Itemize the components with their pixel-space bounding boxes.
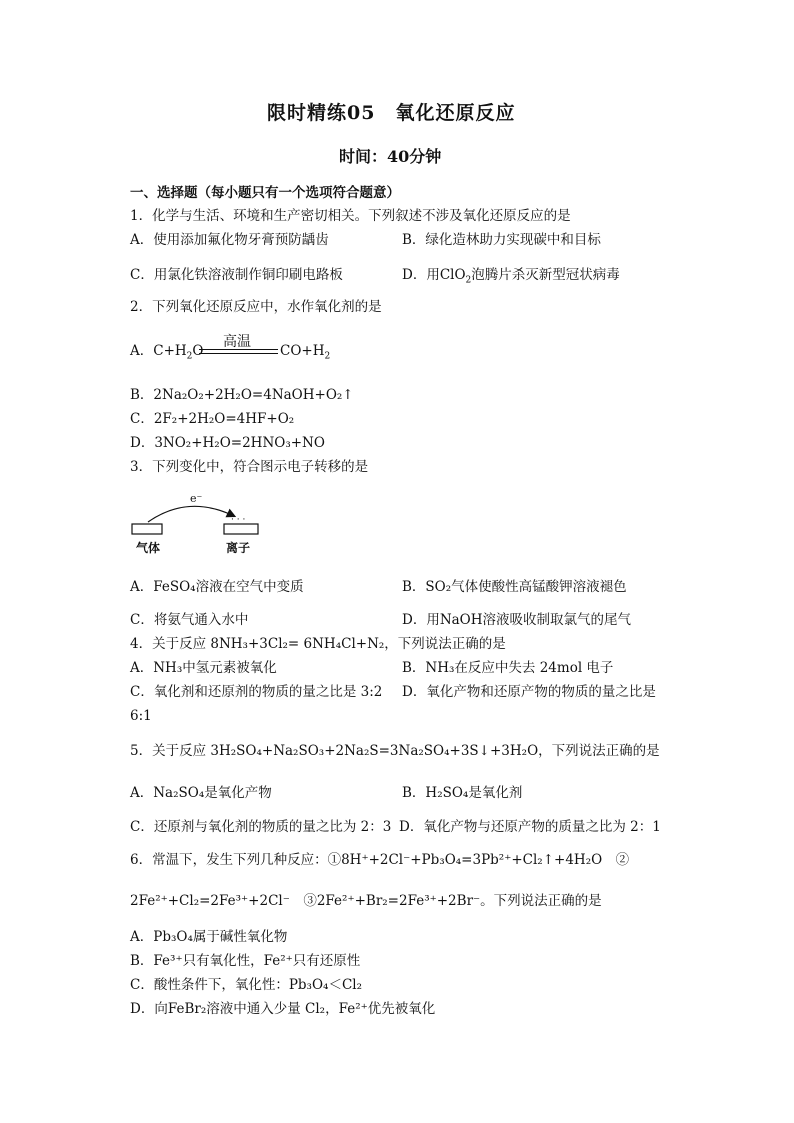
- q2-option-c: C．2F₂+2H₂O=4HF+O₂: [130, 411, 295, 427]
- q5-option-a: A．Na₂SO₄是氧化产物: [130, 785, 272, 801]
- q3-option-c: C．将氨气通入水中: [130, 612, 249, 628]
- ion-dots: · · ·: [231, 515, 246, 525]
- q6-option-d: D．向FeBr₂溶液中通入少量 Cl₂，Fe²⁺优先被氧化: [130, 1001, 436, 1017]
- question-6-stem-cont: 2Fe²⁺+Cl₂=2Fe³⁺+2Cl⁻ ③2Fe²⁺+Br₂=2Fe³⁺+2Br⁻。下列说法正确的是: [130, 893, 602, 909]
- q2-option-d: D．3NO₂+H₂O=2HNO₃+NO: [130, 435, 325, 451]
- q1-option-a: A．使用添加氟化物牙膏预防龋齿: [130, 232, 329, 248]
- q6-option-a: A．Pb₃O₄属于碱性氧化物: [130, 929, 288, 945]
- q1-option-d: D．用ClO$_2$泡腾片杀灭新型冠状病毒: [402, 267, 620, 286]
- q2-option-a: A．$C+H_2O$: [130, 343, 204, 362]
- q4-option-a: A．NH₃中氢元素被氧化: [130, 660, 277, 676]
- q1-option-b: B．绿化造林助力实现碳中和目标: [402, 232, 601, 248]
- q3-option-d: D．用NaOH溶液吸收制取氯气的尾气: [402, 612, 632, 628]
- ion-box: [224, 524, 258, 534]
- gas-box: [132, 524, 162, 534]
- ion-label: 离子: [226, 541, 251, 555]
- q3-option-b: B．SO₂气体使酸性高锰酸钾溶液褪色: [402, 579, 627, 595]
- section-heading: 一、选择题（每小题只有一个选项符合题意）: [130, 185, 400, 201]
- q5-option-d: D．氧化产物与还原产物的质量之比为 2：1: [399, 819, 661, 835]
- q2-option-b: B．2Na₂O₂+2H₂O=4NaOH+O₂↑: [130, 387, 354, 403]
- electron-label: e⁻: [190, 492, 203, 505]
- question-3-stem: 3．下列变化中，符合图示电子转移的是: [130, 459, 369, 475]
- q6-option-c: C．酸性条件下，氧化性：Pb₃O₄＜Cl₂: [130, 977, 363, 993]
- question-2-stem: 2．下列氧化还原反应中，水作氧化剂的是: [130, 299, 382, 315]
- q4-option-d-continued: 6:1: [130, 708, 152, 724]
- gas-label: 气体: [136, 541, 161, 555]
- electron-transfer-diagram: [128, 486, 268, 556]
- q6-option-b: B．Fe³⁺只有氧化性，Fe²⁺只有还原性: [130, 953, 361, 969]
- q4-option-d: D．氧化产物和还原产物的物质的量之比是: [402, 684, 656, 700]
- q4-option-c: C．氧化剂和还原剂的物质的量之比是 3:2: [130, 684, 383, 700]
- transfer-arrow: [148, 506, 234, 522]
- question-4-stem: 4．关于反应 8NH₃+3Cl₂= 6NH₄Cl+N₂，下列说法正确的是: [130, 636, 506, 652]
- q2-option-a-products: $CO+H_2$: [280, 343, 331, 362]
- question-6-stem: 6．常温下，发生下列几种反应：①8H⁺+2Cl⁻+Pb₃O₄=3Pb²⁺+Cl₂↑+4H₂O ②: [130, 852, 630, 868]
- q5-option-c: C．还原剂与氧化剂的物质的量之比为 2：3: [130, 819, 392, 835]
- reaction-condition: 高温: [223, 334, 251, 350]
- page-title: 限时精练05 氧化还原反应: [267, 102, 516, 124]
- question-1-stem: 1．化学与生活、环境和生产密切相关。下列叙述不涉及氧化还原反应的是: [130, 208, 571, 224]
- q4-option-b: B．NH₃在反应中失去 24mol 电子: [402, 660, 614, 676]
- q1-option-c: C．用氯化铁溶液制作铜印刷电路板: [130, 267, 343, 283]
- question-5-stem: 5．关于反应 3H₂SO₄+Na₂SO₃+2Na₂S=3Na₂SO₄+3S↓+3H₂O，下列说法正确的是: [130, 743, 660, 759]
- time-limit: 时间：40分钟: [339, 147, 442, 166]
- q3-option-a: A．FeSO₄溶液在空气中变质: [130, 579, 304, 595]
- equals-arrow: [199, 349, 278, 354]
- q5-option-b: B．H₂SO₄是氧化剂: [402, 785, 523, 801]
